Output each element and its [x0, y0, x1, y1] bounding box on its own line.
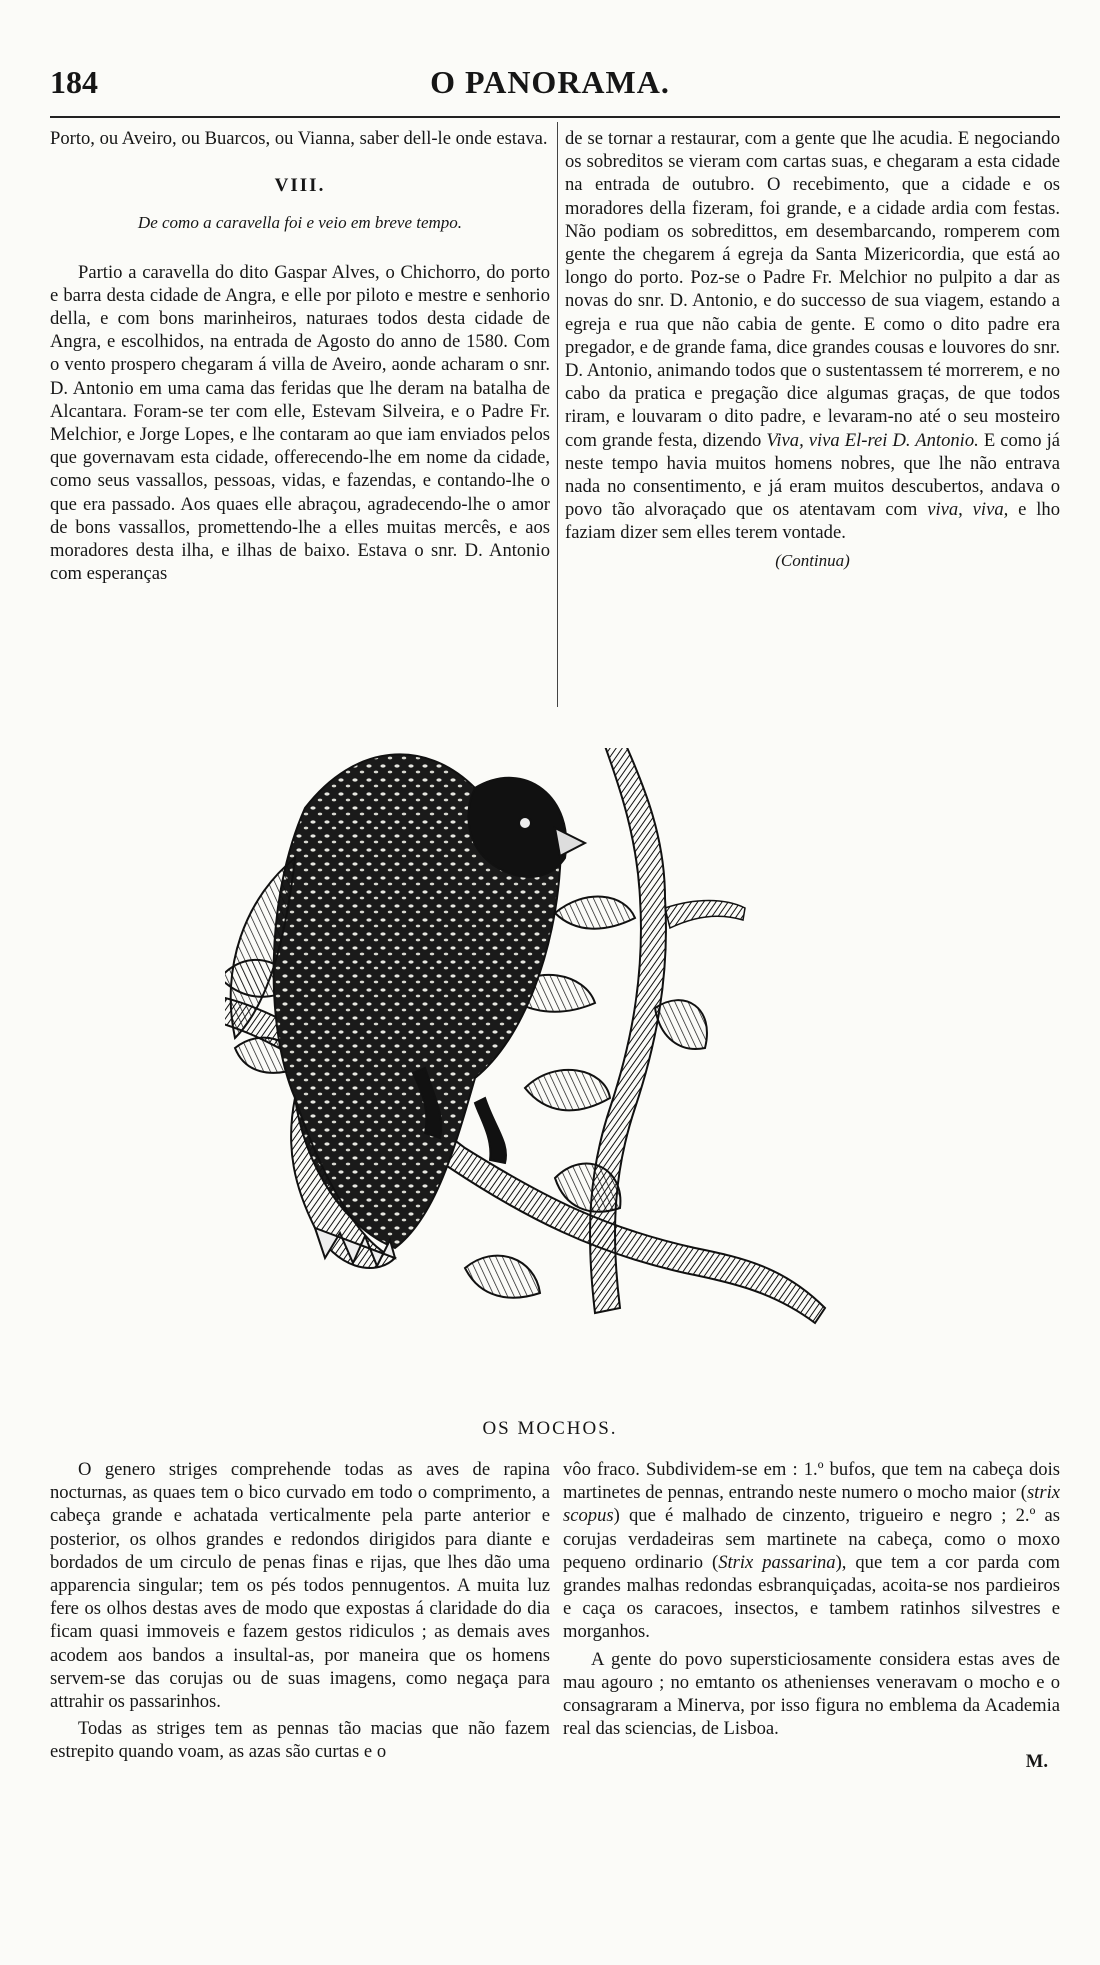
header-rule [50, 116, 1060, 118]
col4-text-c: ), que tem a cor parda com grandes malhas redondas esbranquiçadas, acoita-se nos pardieiros e caça os caracoes, insectos, e tambem ratinhos silvestres e morganhos. [563, 1551, 1060, 1643]
col4-text-a: vôo fraco. Subdividem-se em : 1.º bufos, que tem na cabeça dois martinetes de pennas, entrando neste numero o mocho maior ( [563, 1459, 1060, 1504]
col3-paragraph-1: O genero striges comprehende todas as aves de rapina nocturnas, as quaes tem o bico curvado em todo o comprimento, a cabeça grande e achatada verticalmente pela parte anterior e posterior, os olhos grandes e redondos dirigidos para diante e bordados de um circulo de penas finas e rijas, que lhes dão uma apparencia singular; tem os pés todos pennugentos. A muita luz fere os olhos destas aves de modo que expostas á claridade do dia ficam quasi immoveis e fazem gestos ridiculos ; as demais aves acodem aos bandos a insultal-as, por maneira que os homens servem-se das corujas ou de suas imagens, como negaça para attrahir os passarinhos. [50, 1459, 550, 1713]
col4-paragraph-1 [563, 1458, 1060, 1644]
col3-paragraph-2: Todas as striges tem as pennas tão macias que não fazem estrepito quando voam, as azas são curtas e o [50, 1718, 550, 1763]
col4-species-2: Strix passarina [718, 1551, 836, 1573]
col4-text-b: ) que é malhado de cinzento, trigueiro e negro ; 2.º as corujas verdadeiras sem martinete na cabeça, como o moxo pequeno ordinario ( [563, 1505, 1060, 1573]
author-signature: M. [1025, 1751, 1048, 1773]
col4-paragraph-2: A gente do povo supersticiosamente considera estas aves de mau agouro ; no emtanto os athenienses veneravam o mocho e o consagraram a Minerva, por isso figura no emblema da Academia real das sciencias, de Lisboa. [563, 1648, 1060, 1740]
col2-text-b: E como já neste tempo havia muitos homens nobres, que lhe não entrava nada no consentimento, e já eram muitos descubertos, andava o povo tão alvoraçado que os atentavam com [565, 429, 1060, 521]
column-3 [50, 1458, 550, 1768]
column-divider [557, 122, 558, 707]
col2-text-a: de se tornar a restaurar, com a gente que lhe acudia. E negociando os sobreditos se vieram com cartas suas, e chegaram a esta cidade na entrada de outubro. O recebimento, que a cidade e os moradores della fizeram, foi grande, e a cidade ardia com festas. Não podiam os sobredittos, em desembarcando, romperem com gente the chegarem á egreja da Santa Mizericordia, que está ao longo do porto. Poz-se o Padre Fr. Melchior no pulpito a dar as novas do snr. D. Antonio, e do successo de sua viagem, estando a egreja e rua que não cabia de gente. E como o dito padre era pregador, e de grande fama, dice grandes cousas e louvores do snr. D. Antonio, animando todos que o sustentassem té morrerem, e no cabo da pratica e pregação dice algumas graças, de que todos riram, e louvaram o dito padre, e levaram-no até o seu mosteiro com grande festa, dizendo [565, 128, 1060, 451]
page-number: 184 [50, 64, 98, 100]
journal-title: O PANORAMA. [430, 64, 670, 100]
col2-paragraph [565, 127, 1060, 545]
column-2 [565, 127, 1060, 572]
col2-italic-viva: viva, viva, [927, 499, 1009, 521]
col2-italic-acclaim: Viva, viva El-rei D. Antonio. [766, 429, 979, 451]
col1-paragraph: Partio a caravella do dito Gaspar Alves, o Chichorro, do porto e barra desta cidade de Angra, e elle por piloto e mestre e senhorio della, e com bons marinheiros, naturaes todos desta cidade de Angra, e escolhidos, na entrada de Agosto do anno de 1580. Com o vento prospero chegaram á villa de Aveiro, aonde acharam o snr. D. Antonio em uma cama das feridas que lhe deram na batalha de Alcantara. Foram-se ter com elle, Estevam Silveira, e o Padre Fr. Melchior, e Jorge Lopes, e lhe contaram ao que iam enviados pelos que governavam esta cidade, offerecendo-lhe em nome da cidade, como seus vassallos, pessoas, vidas, e fazendas, e contando-lhe o que era passado. Aos quaes elle abraçou, agradecendo-lhe o amor de bons vassallos, promettendo-lhe a elles muitas mercês, e aos moradores desta ilha, e ilhas de baixo. Estava o snr. D. Antonio com esperanças [50, 261, 550, 585]
continua-note: (Continua) [775, 550, 850, 570]
owl-engraving [225, 748, 895, 1393]
section-subtitle: De como a caravella foi e veio em breve tempo. [137, 213, 463, 233]
column-4 [563, 1458, 1060, 1774]
col1-opening-paragraph: Porto, ou Aveiro, ou Buarcos, ou Vianna, saber dell-le onde estava. [50, 128, 548, 149]
article-title: OS MOCHOS. [482, 1418, 618, 1439]
col2-text-c: e lho faziam dizer sem elles terem vontade. [565, 499, 1060, 544]
col4-species-1: strix scopus [563, 1482, 1060, 1527]
section-number: VIII. [274, 175, 326, 197]
page-header [50, 64, 1050, 108]
column-1 [50, 127, 550, 589]
branch-vertical [590, 748, 666, 1313]
